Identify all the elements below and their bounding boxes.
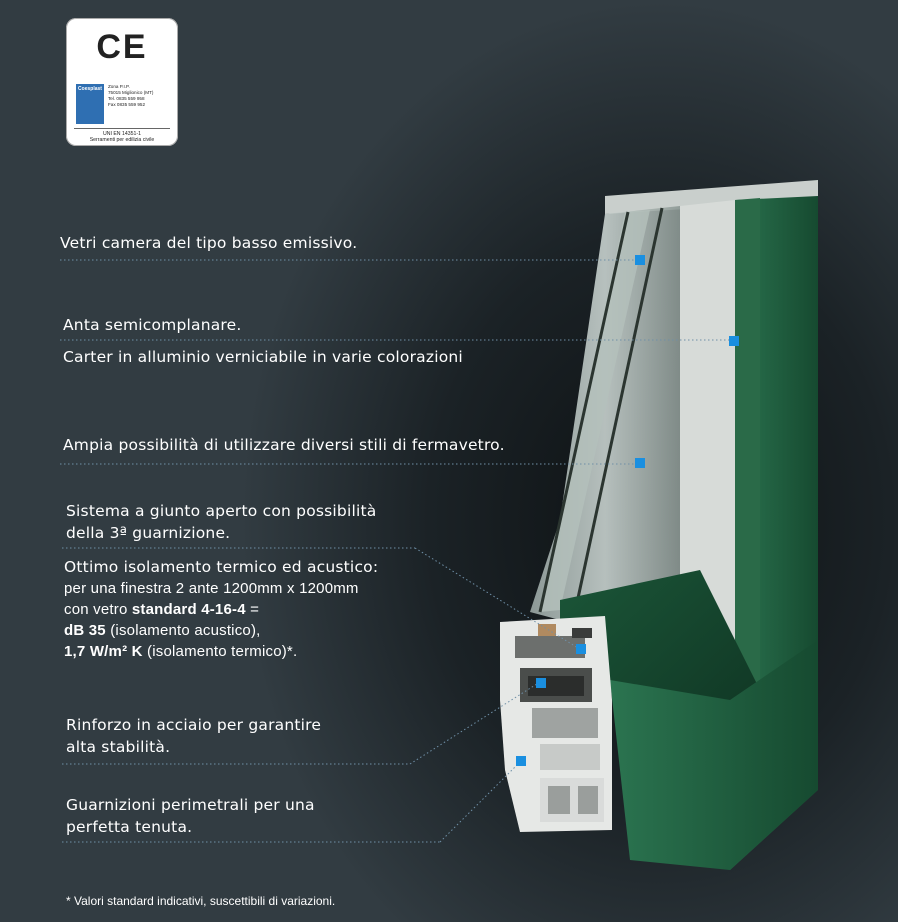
feature-sash: Anta semicomplanare. [63,316,242,334]
sash-green-edge [735,198,760,700]
feature-steel-line2: alta stabilità. [66,738,171,756]
feature-gaskets-line2: perfetta tenuta. [66,818,193,836]
marker-gasket-system [576,644,586,654]
footnote: * Valori standard indicativi, suscettibili di variazioni. [66,894,336,908]
feature-insulation-window: per una finestra 2 ante 1200mm x 1200mm [64,580,359,597]
manufacturer-address: Zona P.I.P. 75015 Miglionico (MT) Tel. 0835 559 958 Fax 0835 559 952 [108,84,154,107]
feature-gasket-system-line1: Sistema a giunto aperto con possibilità [66,502,377,520]
feature-glass: Vetri camera del tipo basso emissivo. [60,234,358,252]
feature-glazing-beads: Ampia possibilità di utilizzare diversi stili di fermavetro. [63,436,505,454]
marker-carter [729,336,739,346]
feature-insulation-thermal: 1,7 W/m² K (isolamento termico)*. [64,643,298,660]
pvc-profile-section [500,616,612,832]
feature-insulation-acoustic: dB 35 (isolamento acustico), [64,622,261,639]
feature-gasket-system-line2: della 3ª guarnizione. [66,524,231,542]
ce-mark: CE [96,28,148,66]
marker-steel [536,678,546,688]
manufacturer-logo: Coesplast [76,84,104,124]
feature-carter: Carter in alluminio verniciabile in varie colorazioni [63,348,463,366]
marker-glass [635,255,645,265]
marker-glazing-bead [635,458,645,468]
standard-reference: UNI EN 14351-1 Serramenti per edilizia civile [89,131,155,143]
feature-insulation-glass: con vetro standard 4-16-4 = [64,601,260,618]
feature-steel-line1: Rinforzo in acciaio per garantire [66,716,322,734]
feature-gaskets-line1: Guarnizioni perimetrali per una [66,796,315,814]
marker-gaskets [516,756,526,766]
feature-insulation-title: Ottimo isolamento termico ed acustico: [64,558,379,576]
